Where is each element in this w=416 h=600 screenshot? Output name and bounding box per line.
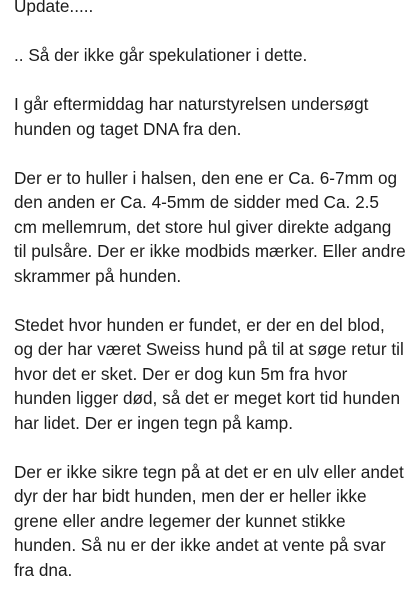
post-paragraph-wounds: Der er to huller i halsen, den ene er Ca. 6-7mm og den anden er Ca. 4-5mm de sidder med Ca. 2.5 cm mellemrum, det store hul giver direkte adgang til pulsåre. Der er ikke modbids mærker. Eller andre skrammer på hunden. [14,167,406,286]
post-paragraph-intro: .. Så der ikke går spekulationer i dette. [14,45,308,65]
post-paragraph-conclusion: Der er ikke sikre tegn på at det er en ulv eller andet dyr der har bidt hunden, men der er heller ikke grene eller andre legemer der kunnet stikke hunden. Så nu er der ikke andet at vente på svar fra dna. [14,461,404,580]
post-paragraph-site: Stedet hvor hunden er fundet, er der en del blod, og der har været Sweiss hund på til at søge retur til hvor det er sket. Der er dog kun 5m fra hvor hunden ligger død, så det er meget kort tid hunden har lidet. Der er ingen tegn på kamp. [14,314,404,433]
post-paragraph-dna: I går eftermiddag har naturstyrelsen undersøgt hunden og taget DNA fra den. [14,94,369,139]
post-paragraph-update: Update..... [14,0,94,16]
